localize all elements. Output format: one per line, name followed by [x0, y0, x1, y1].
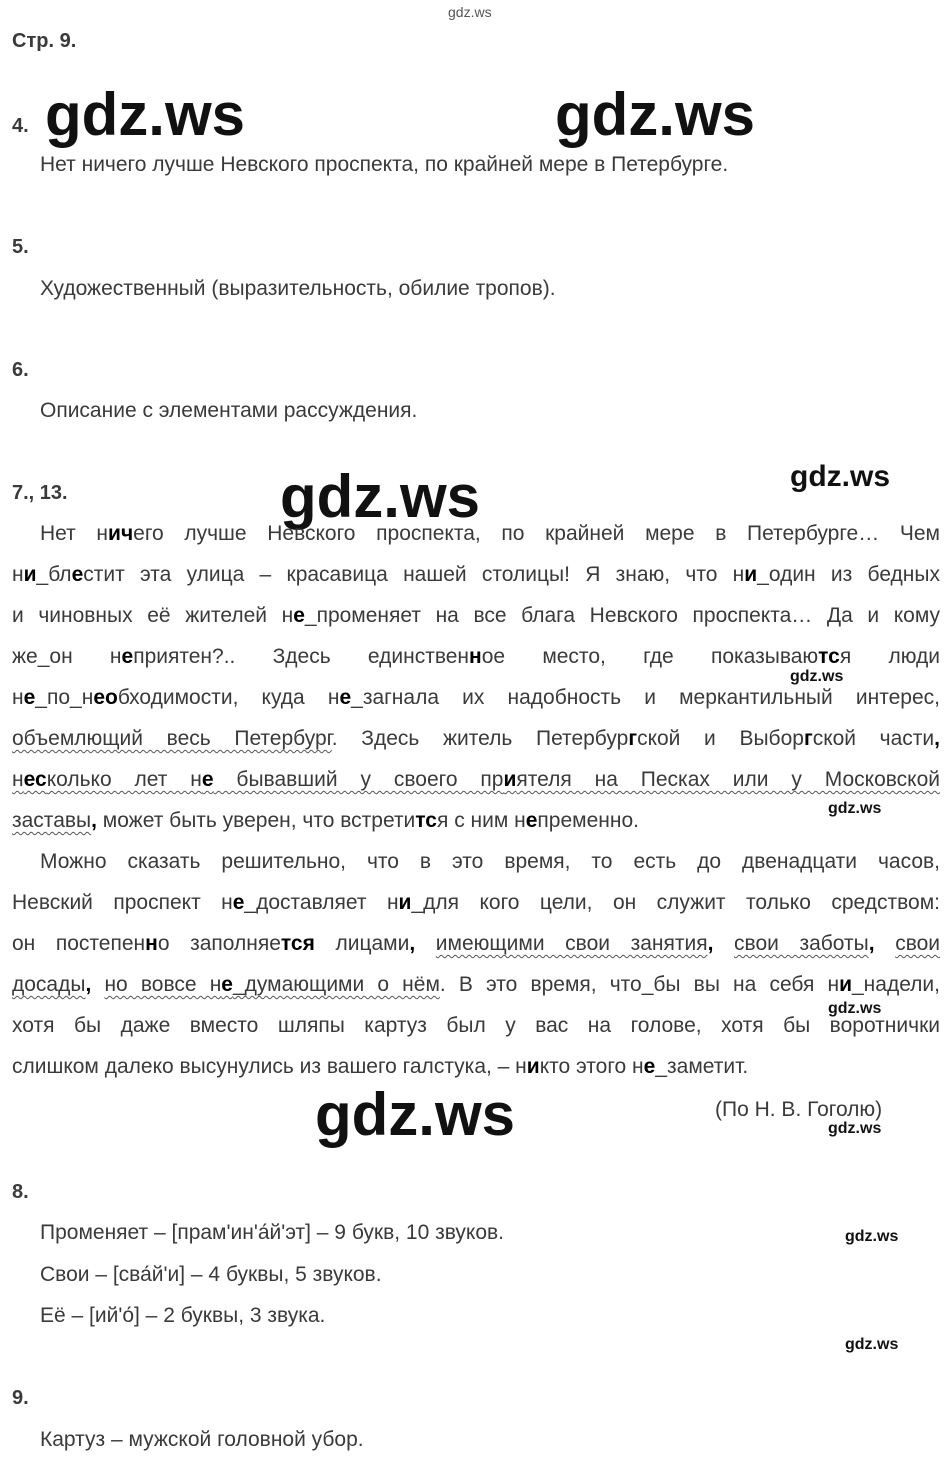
task-4-answer: Нет ничего лучше Невского проспекта, по крайней мере в Петербурге. [40, 153, 729, 176]
task-number-6: 6. [12, 359, 29, 381]
task-5-answer: Художественный (выразительность, обилие тропов). [40, 277, 556, 300]
task-number-9: 9. [12, 1387, 29, 1409]
attribution: (По Н. В. Гоголю) [715, 1098, 883, 1121]
passage-line: и чиновных её жителей не_променяет на все блага Невского проспекта… Да и кому [12, 604, 940, 627]
task-number-4: 4. [12, 115, 29, 137]
watermark: gdz.ws [315, 1081, 516, 1148]
task-number-8: 8. [12, 1181, 29, 1203]
watermark: gdz.ws [790, 460, 891, 493]
watermark: gdz.ws [845, 1228, 899, 1245]
passage-line: Нет ничего лучше Невского проспекта, по крайней мере в Петербурге… Чем [40, 522, 940, 545]
watermark: gdz.ws [828, 1000, 882, 1017]
watermark: gdz.ws [45, 81, 246, 148]
passage-line: он постепенно заполняется лицами, имеющими свои занятия, свои заботы, свои [12, 932, 941, 955]
watermark: gdz.ws [280, 463, 481, 530]
watermark: gdz.ws [555, 81, 756, 148]
task-8-line: Свои – [сва́й'и] – 4 буквы, 5 звуков. [40, 1263, 382, 1286]
passage-line: не_по_необходимости, куда не_загнала их надобность и меркантильный интерес, [12, 686, 940, 709]
passage-line: хотя бы даже вместо шляпы картуз был у вас на голове, хотя бы воротнички [12, 1014, 940, 1037]
passage-line: досады, но вовсе не_думающими о нём. В это время, что_бы вы на себя ни_надели, [12, 973, 940, 996]
watermark: gdz.ws [828, 800, 882, 817]
passage-line: Можно сказать решительно, что в это время, то есть до двенадцати часов, [40, 850, 940, 873]
top-watermark: gdz.ws [448, 4, 492, 20]
passage-line: объемлющий весь Петербург. Здесь житель Петербургской и Выборгской части, [12, 727, 940, 750]
page-label: Стр. 9. [12, 30, 77, 52]
passage-line: несколько лет не бывавший у своего приятеля на Песках или у Московской [12, 768, 941, 791]
watermark: gdz.ws [828, 1120, 882, 1137]
task-9-answer: Картуз – мужской головной убор. [40, 1428, 364, 1451]
passage-line: ни_блестит эта улица – красавица нашей столицы! Я знаю, что ни_один из бедных [12, 563, 940, 586]
watermark: gdz.ws [845, 1336, 899, 1353]
task-8-line: Променяет – [прам'ин'а́й'эт] – 9 букв, 10 звуков. [40, 1221, 505, 1244]
task-number-7-13: 7., 13. [12, 482, 68, 504]
task-8-line: Её – [ий'о́] – 2 буквы, 3 звука. [40, 1304, 326, 1327]
task-number-5: 5. [12, 236, 29, 258]
task-6-answer: Описание с элементами рассуждения. [40, 399, 418, 422]
passage-line: же_он неприятен?.. Здесь единственное место, где показываются люди [12, 645, 940, 668]
passage-line: Невский проспект не_доставляет ни_для кого цели, он служит только средством: [12, 891, 940, 914]
passage-line: слишком далеко высунулись из вашего галстука, – никто этого не_заметит. [12, 1055, 749, 1078]
passage-line: заставы, может быть уверен, что встретится с ним непременно. [12, 809, 639, 832]
watermark: gdz.ws [790, 668, 844, 685]
